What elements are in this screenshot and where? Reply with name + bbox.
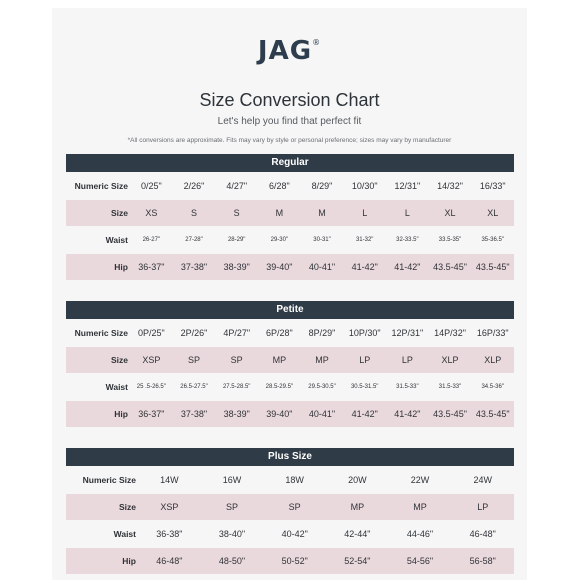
table-cell: 10/30" <box>351 181 378 191</box>
table-cell: 2/26" <box>183 181 205 191</box>
table-cell: 28.5-29.5" <box>265 384 294 390</box>
table-cell: 0/25" <box>140 181 162 191</box>
table-cell: 42-44" <box>344 529 371 539</box>
row-label: Hip <box>114 262 128 272</box>
table-row <box>66 521 514 547</box>
row-label: Hip <box>114 409 128 419</box>
table-cell: SP <box>230 355 243 365</box>
table-cell: M <box>275 208 284 218</box>
row-label: Numeric Size <box>82 475 136 485</box>
table-cell: 36-37" <box>138 262 165 272</box>
table-cell: SP <box>226 502 239 512</box>
table-cell: L <box>404 208 410 218</box>
table-cell: 4/27" <box>226 181 248 191</box>
table-cell: L <box>362 208 368 218</box>
table-cell: 48-50" <box>218 556 246 566</box>
table-cell: S <box>191 208 198 218</box>
table-cell: 10P/30" <box>348 328 381 338</box>
table-cell: 56-58" <box>469 556 496 566</box>
table-cell: 43.5-45" <box>475 409 510 419</box>
regular-table <box>66 173 514 280</box>
table-cell: XS <box>145 208 158 218</box>
table-cell: MP <box>315 355 329 365</box>
table-cell: 41-42" <box>351 262 378 272</box>
table-cell: SP <box>188 355 201 365</box>
table-cell: 52-54" <box>344 556 371 566</box>
table-cell: 14P/32" <box>434 328 466 338</box>
table-cell: SP <box>288 502 301 512</box>
table-cell: LP <box>401 355 413 365</box>
table-row <box>66 173 514 199</box>
table-row <box>66 227 514 253</box>
table-cell: 31.5-33" <box>438 384 462 390</box>
table-cell: 4P/27" <box>223 328 251 338</box>
table-cell: 30-31" <box>313 237 331 243</box>
table-cell: LP <box>477 502 489 512</box>
table-cell: 46-48" <box>469 529 496 539</box>
row-label: Numeric Size <box>74 181 128 191</box>
table-cell: 18W <box>285 475 304 485</box>
table-cell: 36-37" <box>138 409 165 419</box>
table-cell: 12/31" <box>394 181 421 191</box>
table-cell: 14/32" <box>437 181 463 191</box>
table-row <box>66 374 514 400</box>
table-cell: 26-27" <box>142 237 161 243</box>
table-cell: 16/33" <box>479 181 506 191</box>
table-cell: 27-28" <box>185 237 203 243</box>
table-cell: 41-42" <box>394 262 421 272</box>
table-row <box>66 494 514 520</box>
table-cell: 16W <box>222 475 242 485</box>
table-cell: 14W <box>160 475 179 485</box>
table-row <box>66 548 514 574</box>
row-label: Hip <box>122 556 136 566</box>
table-cell: 46-48" <box>156 556 183 566</box>
section-header: Petite <box>66 301 514 319</box>
table-cell: 6/28" <box>268 181 290 191</box>
table-cell: 0P/25" <box>137 328 165 338</box>
table-cell: 43.5-45" <box>433 409 467 419</box>
table-cell: 25 .5-26.5" <box>136 384 166 390</box>
table-cell: LP <box>359 355 371 365</box>
regular-section <box>66 154 514 280</box>
table-cell: 24W <box>473 475 492 485</box>
table-cell: 30.5-31.5" <box>350 384 379 390</box>
table-cell: XSP <box>142 355 161 365</box>
petite-section <box>66 301 514 427</box>
table-cell: 40-41" <box>308 409 336 419</box>
table-cell: 38-40" <box>218 529 246 539</box>
table-cell: 32-33.5" <box>396 237 419 243</box>
row-label: Waist <box>105 382 128 392</box>
table-cell: 20W <box>348 475 367 485</box>
table-row <box>66 320 514 346</box>
table-cell: 26.5-27.5" <box>180 384 208 390</box>
table-cell: 40-41" <box>308 262 336 272</box>
table-cell: 29-30" <box>270 237 289 243</box>
section-header: Regular <box>66 154 514 172</box>
row-label: Size <box>110 208 128 218</box>
table-cell: 29.5-30.5" <box>308 384 336 390</box>
table-row <box>66 347 514 373</box>
table-cell: 43.5-45" <box>475 262 510 272</box>
table-cell: 31-32" <box>355 237 374 243</box>
table-cell: 8/29" <box>311 181 333 191</box>
table-cell: XSP <box>160 502 179 512</box>
table-cell: 38-39" <box>223 409 250 419</box>
table-cell: 37-38" <box>180 262 208 272</box>
plus-size-section <box>66 448 514 574</box>
table-cell: MP <box>272 355 287 365</box>
table-cell: 40-42" <box>281 529 308 539</box>
table-cell: 33.5-35" <box>438 237 462 243</box>
table-cell: 38-39" <box>223 262 250 272</box>
table-cell: MP <box>350 502 365 512</box>
row-label: Size <box>110 355 128 365</box>
row-label: Waist <box>113 529 136 539</box>
table-cell: 6P/28" <box>265 328 293 338</box>
page-subtitle: Let's help you find that perfect fit <box>217 116 362 127</box>
section-header: Plus Size <box>66 448 514 466</box>
table-cell: XLP <box>441 355 459 365</box>
table-cell: 41-42" <box>394 409 421 419</box>
table-row <box>66 401 514 427</box>
table-row <box>66 254 514 280</box>
table-row <box>66 200 514 226</box>
petite-table <box>66 320 514 427</box>
table-cell: 8P/29" <box>308 328 336 338</box>
table-cell: 36-38" <box>156 529 183 539</box>
table-cell: 43.5-45" <box>433 262 467 272</box>
table-cell: S <box>233 208 240 218</box>
table-cell: MP <box>413 502 427 512</box>
table-cell: 2P/26" <box>180 328 208 338</box>
row-label: Numeric Size <box>74 328 128 338</box>
table-cell: 35-36.5" <box>481 237 504 243</box>
table-cell: 44-46" <box>406 529 434 539</box>
size-chart-card <box>52 8 527 580</box>
table-cell: 41-42" <box>351 409 378 419</box>
table-cell: 27.5-28.5" <box>222 384 251 390</box>
row-label: Waist <box>105 235 128 245</box>
table-cell: 39-40" <box>266 409 293 419</box>
page-title: Size Conversion Chart <box>199 90 380 110</box>
jag-logo: JAG® <box>257 36 322 66</box>
table-cell: 39-40" <box>266 262 293 272</box>
table-cell: 12P/31" <box>391 328 424 338</box>
table-cell: 31.5-33" <box>396 384 419 390</box>
table-cell: 50-52" <box>281 556 308 566</box>
table-cell: 34.5-36" <box>481 384 504 390</box>
table-cell: 28-29" <box>227 237 246 243</box>
table-cell: XLP <box>484 355 502 365</box>
table-cell: 16P/33" <box>476 328 509 338</box>
table-cell: 54-56" <box>406 556 434 566</box>
table-cell: 22W <box>410 475 430 485</box>
table-cell: M <box>318 208 326 218</box>
table-cell: XL <box>487 208 499 218</box>
table-row <box>66 467 514 493</box>
disclaimer-note: *All conversions are approximate. Fits may vary by style or personal preference; sizes may vary by manufacturer <box>127 137 452 144</box>
plus-size-table <box>66 467 514 574</box>
row-label: Size <box>118 502 136 512</box>
table-cell: XL <box>444 208 456 218</box>
table-cell: 37-38" <box>180 409 208 419</box>
